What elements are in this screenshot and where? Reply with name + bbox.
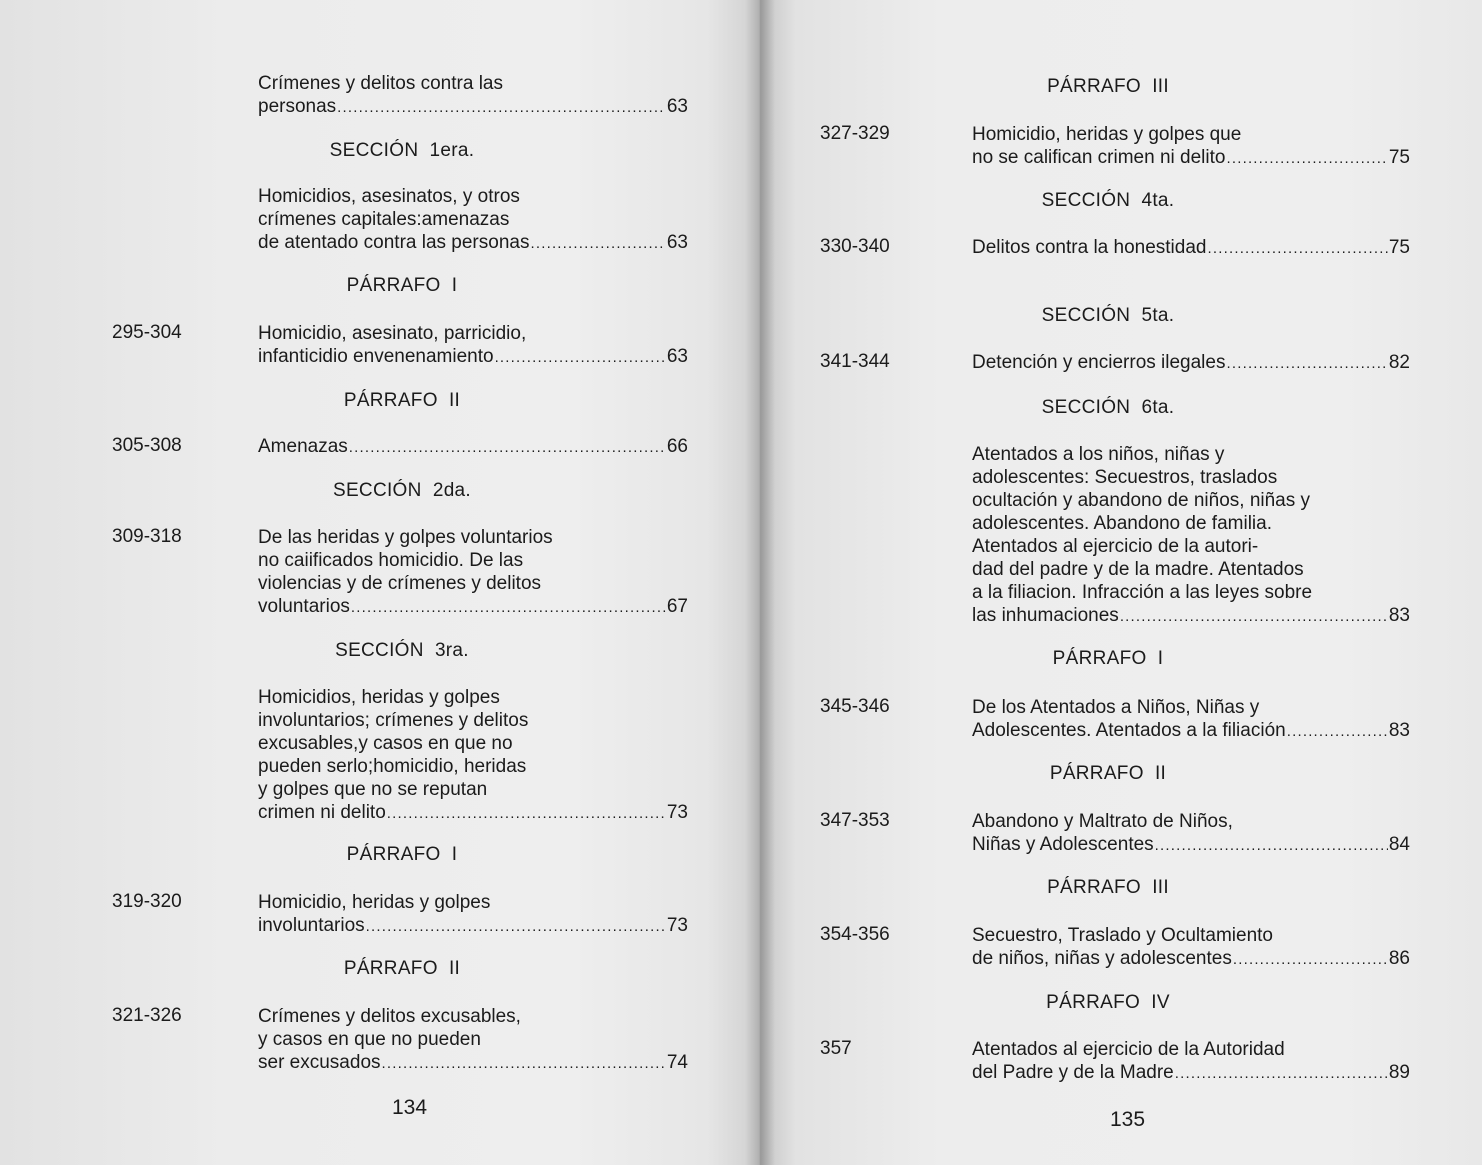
page-number: 82 <box>1388 352 1410 373</box>
article-range: 309-318 <box>112 526 182 547</box>
section-heading <box>958 305 1258 327</box>
page-number: 63 <box>666 232 688 253</box>
toc-entry <box>258 435 688 459</box>
article-range: 319-320 <box>112 891 182 912</box>
heading-label: PÁRRAFO <box>1049 763 1144 784</box>
page-number: 73 <box>666 802 688 823</box>
entry-line: involuntarios <box>258 915 365 936</box>
section-heading <box>958 190 1258 212</box>
page-number: 75 <box>1388 147 1410 168</box>
page-number: 63 <box>666 96 688 117</box>
entry-line: ocultación y abandono de niños, niñas y <box>972 490 1311 511</box>
section-heading <box>252 390 552 412</box>
dot-leader <box>530 232 665 255</box>
entry-last-line <box>972 604 1410 628</box>
page-number: 84 <box>1388 834 1410 855</box>
dot-leader <box>1175 1062 1388 1085</box>
section-heading <box>958 76 1258 98</box>
entry-line: y golpes que no se reputan <box>258 779 488 800</box>
dot-leader <box>1207 237 1387 260</box>
toc-entry <box>972 810 1410 857</box>
entry-line: voluntarios <box>258 596 350 617</box>
heading-label: PÁRRAFO <box>346 275 441 296</box>
entry-line: Niñas y Adolescentes <box>972 834 1154 855</box>
article-range: 321-326 <box>112 1005 182 1026</box>
heading-ordinal: I <box>1157 648 1164 669</box>
dot-leader <box>1120 605 1388 628</box>
entry-line: Crímenes y delitos contra las <box>258 73 503 94</box>
heading-ordinal: 4ta. <box>1141 190 1175 211</box>
entry-line: dad del padre y de la madre. Atentados <box>972 559 1304 580</box>
dot-leader <box>1287 720 1388 743</box>
entry-line: no se califican crimen ni delito <box>972 147 1226 168</box>
section-heading <box>252 958 552 980</box>
dot-leader <box>337 96 666 119</box>
heading-label: SECCIÓN <box>335 640 424 661</box>
entry-line: Secuestro, Traslado y Ocultamiento <box>972 925 1273 946</box>
entry-last-line <box>258 95 688 119</box>
heading-label: SECCIÓN <box>332 480 422 501</box>
page-number: 66 <box>666 436 688 457</box>
heading-label: SECCIÓN <box>1041 397 1131 418</box>
dot-leader <box>366 915 666 938</box>
section-heading <box>252 844 552 866</box>
entry-line: Atentados a los niños, niñas y <box>972 444 1225 465</box>
dot-leader <box>1226 352 1387 375</box>
entry-line: Homicidios, asesinatos, y otros <box>258 186 520 207</box>
toc-entry <box>972 924 1410 971</box>
heading-ordinal: II <box>1154 763 1167 784</box>
heading-ordinal: 6ta. <box>1141 397 1175 418</box>
entry-line: crimen ni delito <box>258 802 386 823</box>
toc-entry <box>258 185 688 255</box>
page-number: 73 <box>666 915 688 936</box>
book-gutter <box>745 0 775 1165</box>
entry-line: adolescentes: Secuestros, traslados <box>972 467 1278 488</box>
heading-label: PÁRRAFO <box>1046 992 1141 1013</box>
entry-line: Homicidios, heridas y golpes <box>258 687 500 708</box>
entry-last-line <box>972 351 1410 375</box>
article-range: 347-353 <box>820 810 890 831</box>
dot-leader <box>351 596 666 619</box>
page-number: 86 <box>1388 948 1410 969</box>
entry-last-line <box>972 947 1410 971</box>
entry-last-line <box>258 801 688 825</box>
article-range: 327-329 <box>820 123 890 144</box>
entry-last-line <box>972 236 1410 260</box>
article-range: 357 <box>820 1038 852 1059</box>
toc-entry <box>258 322 688 369</box>
article-range: 345-346 <box>820 696 890 717</box>
entry-last-line <box>258 435 688 459</box>
entry-last-line <box>972 833 1410 857</box>
article-range: 330-340 <box>820 236 890 257</box>
heading-label: SECCIÓN <box>1041 190 1131 211</box>
entry-line: y casos en que no pueden <box>258 1029 481 1050</box>
section-heading <box>958 648 1258 670</box>
page-number: 75 <box>1388 237 1410 258</box>
toc-entry <box>258 1005 688 1075</box>
page-number: 83 <box>1388 720 1410 741</box>
heading-ordinal: 1era. <box>429 140 475 161</box>
toc-entry <box>258 72 688 119</box>
page-folio: 134 <box>392 1096 428 1119</box>
right-page <box>760 0 1482 1165</box>
section-heading <box>958 763 1258 785</box>
toc-entry <box>972 696 1410 743</box>
entry-line: Detención y encierros ilegales <box>972 352 1226 373</box>
heading-label: SECCIÓN <box>1041 305 1131 326</box>
toc-entry <box>258 686 688 825</box>
article-range: 354-356 <box>820 924 890 945</box>
entry-line: excusables,y casos en que no <box>258 733 513 754</box>
heading-label: PÁRRAFO <box>1052 648 1147 669</box>
entry-line: pueden serlo;homicidio, heridas <box>258 756 527 777</box>
entry-last-line <box>258 595 688 619</box>
heading-label: PÁRRAFO <box>1047 76 1142 97</box>
page-number: 74 <box>666 1052 688 1073</box>
dot-leader <box>387 802 666 825</box>
section-heading <box>252 140 552 162</box>
entry-line: De las heridas y golpes voluntarios <box>258 527 553 548</box>
entry-line: ser excusados <box>258 1052 381 1073</box>
heading-ordinal: II <box>448 390 461 411</box>
entry-line: de atentado contra las personas <box>258 232 530 253</box>
toc-entry <box>258 891 688 938</box>
page-number: 89 <box>1388 1062 1410 1083</box>
toc-entry <box>972 236 1410 260</box>
entry-last-line <box>258 345 688 369</box>
entry-last-line <box>258 914 688 938</box>
toc-entry <box>972 351 1410 375</box>
entry-line: Homicidio, heridas y golpes <box>258 892 491 913</box>
dot-leader <box>349 436 666 459</box>
dot-leader <box>1155 834 1388 857</box>
article-range: 341-344 <box>820 351 890 372</box>
entry-line: infanticidio envenenamiento <box>258 346 494 367</box>
article-range: 295-304 <box>112 322 182 343</box>
heading-ordinal: 5ta. <box>1141 305 1175 326</box>
heading-label: PÁRRAFO <box>343 958 438 979</box>
section-heading <box>958 397 1258 419</box>
entry-last-line <box>972 1061 1410 1085</box>
toc-entry <box>258 526 688 619</box>
page-number: 67 <box>666 596 688 617</box>
dot-leader <box>1233 948 1388 971</box>
section-heading <box>252 480 552 502</box>
heading-ordinal: I <box>451 844 458 865</box>
entry-line: Atentados al ejercicio de la autori- <box>972 536 1259 557</box>
page-number: 63 <box>666 346 688 367</box>
entry-line: de niños, niñas y adolescentes <box>972 948 1232 969</box>
toc-entry <box>972 1038 1410 1085</box>
entry-last-line <box>258 231 688 255</box>
entry-last-line <box>258 1051 688 1075</box>
section-heading <box>958 992 1258 1014</box>
toc-entry <box>972 443 1410 628</box>
entry-line: Amenazas <box>258 436 348 457</box>
entry-line: Adolescentes. Atentados a la filiación <box>972 720 1286 741</box>
entry-line: involuntarios; crímenes y delitos <box>258 710 529 731</box>
entry-line: Homicidio, asesinato, parricidio, <box>258 323 527 344</box>
entry-line: adolescentes. Abandono de familia. <box>972 513 1272 534</box>
page-folio: 135 <box>1110 1108 1146 1131</box>
dot-leader <box>1226 147 1387 170</box>
section-heading <box>958 877 1258 899</box>
entry-line: personas <box>258 96 337 117</box>
heading-ordinal: II <box>448 958 461 979</box>
entry-line: Crímenes y delitos excusables, <box>258 1006 521 1027</box>
entry-line: las inhumaciones <box>972 605 1119 626</box>
entry-line: violencias y de crímenes y delitos <box>258 573 542 594</box>
entry-line: Homicidio, heridas y golpes que <box>972 124 1242 145</box>
section-heading <box>252 640 552 662</box>
entry-last-line <box>972 146 1410 170</box>
heading-ordinal: 3ra. <box>434 640 469 661</box>
heading-ordinal: I <box>451 275 458 296</box>
heading-ordinal: IV <box>1151 992 1170 1013</box>
entry-line: del Padre y de la Madre <box>972 1062 1174 1083</box>
heading-label: PÁRRAFO <box>1047 877 1142 898</box>
dot-leader <box>382 1052 666 1075</box>
heading-ordinal: III <box>1152 877 1169 898</box>
heading-label: PÁRRAFO <box>343 390 438 411</box>
heading-ordinal: III <box>1152 76 1169 97</box>
heading-ordinal: 2da. <box>432 480 472 501</box>
section-heading <box>252 275 552 297</box>
entry-line: Abandono y Maltrato de Niños, <box>972 811 1233 832</box>
entry-last-line <box>972 719 1410 743</box>
heading-label: PÁRRAFO <box>346 844 441 865</box>
entry-line: Delitos contra la honestidad <box>972 237 1207 258</box>
entry-line: a la filiacion. Infracción a las leyes sobre <box>972 582 1313 603</box>
entry-line: De los Atentados a Niños, Niñas y <box>972 697 1260 718</box>
entry-line: crímenes capitales:amenazas <box>258 209 510 230</box>
entry-line: no caiificados homicidio. De las <box>258 550 524 571</box>
dot-leader <box>495 346 666 369</box>
page-number: 83 <box>1388 605 1410 626</box>
heading-label: SECCIÓN <box>329 140 419 161</box>
toc-entry <box>972 123 1410 170</box>
article-range: 305-308 <box>112 435 182 456</box>
entry-line: Atentados al ejercicio de la Autoridad <box>972 1039 1285 1060</box>
